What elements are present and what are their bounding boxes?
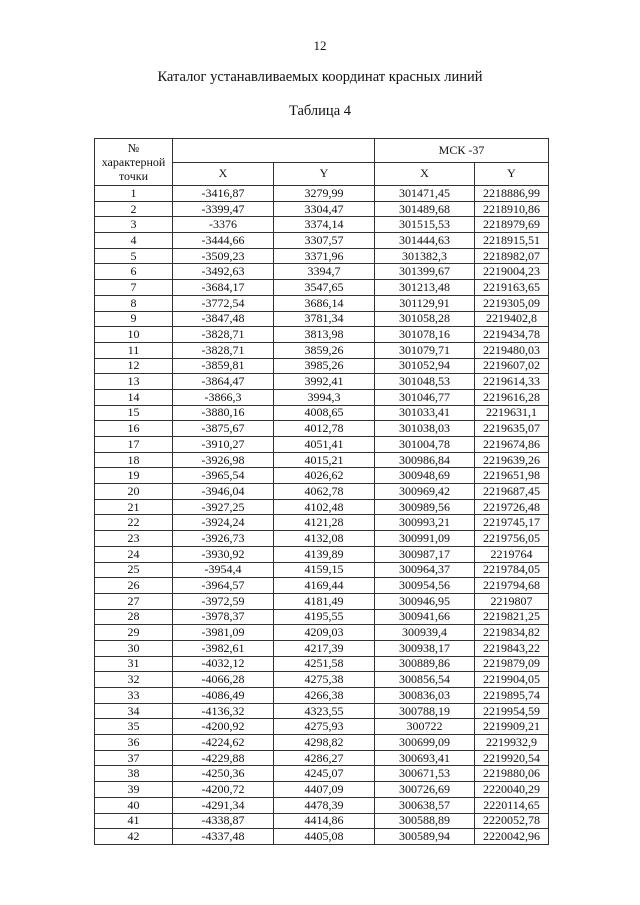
- point-number-cell: 25: [95, 562, 173, 578]
- local-x-cell: -3376: [173, 217, 274, 233]
- local-y-cell: 3304,47: [274, 201, 375, 217]
- table-row: [95, 609, 549, 625]
- msk-y-cell: 2219163,65: [475, 280, 549, 296]
- point-number-cell: 14: [95, 389, 173, 405]
- point-number-cell: 4: [95, 233, 173, 249]
- local-x-cell: -3927,25: [173, 499, 274, 515]
- local-x-cell: -3772,54: [173, 295, 274, 311]
- msk-y-cell: 2218979,69: [475, 217, 549, 233]
- local-x-cell: -4250,36: [173, 766, 274, 782]
- local-x-cell: -3684,17: [173, 280, 274, 296]
- table-row: [95, 233, 549, 249]
- msk-x-cell: 300954,56: [375, 578, 475, 594]
- msk-x-cell: 300836,03: [375, 688, 475, 704]
- table-row: [95, 358, 549, 374]
- msk-x-cell: 300941,66: [375, 609, 475, 625]
- local-x-cell: -3880,16: [173, 405, 274, 421]
- msk-x-cell: 300788,19: [375, 703, 475, 719]
- msk-y-cell: 2219920,54: [475, 750, 549, 766]
- local-y-cell: 4062,78: [274, 484, 375, 500]
- msk-y-cell: 2219726,48: [475, 499, 549, 515]
- msk-x-cell: 300946,95: [375, 593, 475, 609]
- local-y-cell: 4323,55: [274, 703, 375, 719]
- local-x-cell: -3982,61: [173, 640, 274, 656]
- msk-y-cell: 2218915,51: [475, 233, 549, 249]
- msk-x-cell: 301038,03: [375, 421, 475, 437]
- msk-y-cell: 2219631,1: [475, 405, 549, 421]
- msk-x-cell: 300726,69: [375, 782, 475, 798]
- msk-x-cell: 300589,94: [375, 829, 475, 845]
- msk-y-cell: 2218982,07: [475, 248, 549, 264]
- msk-y-cell: 2219879,09: [475, 656, 549, 672]
- msk-y-cell: 2219834,82: [475, 625, 549, 641]
- local-y-cell: 4407,09: [274, 782, 375, 798]
- table-row: [95, 656, 549, 672]
- local-x-cell: -3847,48: [173, 311, 274, 327]
- table-row: [95, 782, 549, 798]
- msk-y-cell: 2219904,05: [475, 672, 549, 688]
- msk-x-cell: 301004,78: [375, 437, 475, 453]
- local-x-cell: -3828,71: [173, 342, 274, 358]
- local-x-cell: -4338,87: [173, 813, 274, 829]
- msk-x-cell: 301129,91: [375, 295, 475, 311]
- local-y-cell: 3547,65: [274, 280, 375, 296]
- local-y-cell: 4132,08: [274, 531, 375, 547]
- table-row: [95, 515, 549, 531]
- point-number-cell: 41: [95, 813, 173, 829]
- local-x-cell: -3954,4: [173, 562, 274, 578]
- point-number-cell: 42: [95, 829, 173, 845]
- local-x-cell: -4224,62: [173, 735, 274, 751]
- point-number-cell: 6: [95, 264, 173, 280]
- table-row: [95, 327, 549, 343]
- msk-x-header: X: [375, 162, 475, 186]
- local-y-cell: 4298,82: [274, 735, 375, 751]
- table-caption: Таблица 4: [288, 103, 351, 119]
- msk-y-cell: 2219614,33: [475, 374, 549, 390]
- msk-x-cell: 301382,3: [375, 248, 475, 264]
- msk-y-cell: 2219821,25: [475, 609, 549, 625]
- table-row: [95, 829, 549, 845]
- msk-y-cell: 2219402,8: [475, 311, 549, 327]
- local-x-cell: -4032,12: [173, 656, 274, 672]
- table-row: [95, 531, 549, 547]
- local-y-cell: 4012,78: [274, 421, 375, 437]
- point-number-cell: 28: [95, 609, 173, 625]
- point-number-cell: 34: [95, 703, 173, 719]
- table-row: [95, 437, 549, 453]
- msk-x-cell: 301399,67: [375, 264, 475, 280]
- point-number-cell: 24: [95, 546, 173, 562]
- local-x-cell: -3926,73: [173, 531, 274, 547]
- table-row: [95, 311, 549, 327]
- local-x-cell: -3416,87: [173, 186, 274, 202]
- table-row: [95, 248, 549, 264]
- local-y-cell: 4275,38: [274, 672, 375, 688]
- table-row: [95, 405, 549, 421]
- local-x-cell: -4200,72: [173, 782, 274, 798]
- local-y-cell: 4414,86: [274, 813, 375, 829]
- msk-x-cell: 300938,17: [375, 640, 475, 656]
- msk-y-cell: 2219807: [475, 593, 549, 609]
- local-x-cell: -3924,24: [173, 515, 274, 531]
- local-y-header: Y: [274, 162, 375, 186]
- local-x-cell: -3828,71: [173, 327, 274, 343]
- msk-x-cell: 300699,09: [375, 735, 475, 751]
- point-number-cell: 13: [95, 374, 173, 390]
- msk-x-cell: 301489,68: [375, 201, 475, 217]
- table-row: [95, 264, 549, 280]
- msk-x-cell: 300638,57: [375, 797, 475, 813]
- local-y-cell: 3279,99: [274, 186, 375, 202]
- point-number-cell: 27: [95, 593, 173, 609]
- local-x-cell: -4337,48: [173, 829, 274, 845]
- msk-y-cell: 2219756,05: [475, 531, 549, 547]
- local-y-cell: 3813,98: [274, 327, 375, 343]
- msk-y-cell: 2218910,86: [475, 201, 549, 217]
- msk-y-cell: 2219635,07: [475, 421, 549, 437]
- point-number-cell: 15: [95, 405, 173, 421]
- local-y-cell: 4478,39: [274, 797, 375, 813]
- local-x-cell: -4066,28: [173, 672, 274, 688]
- msk-x-cell: 300693,41: [375, 750, 475, 766]
- msk-y-cell: 2218886,99: [475, 186, 549, 202]
- local-y-cell: 3985,26: [274, 358, 375, 374]
- local-x-cell: -3509,23: [173, 248, 274, 264]
- msk-y-cell: 2219843,22: [475, 640, 549, 656]
- local-x-cell: -3981,09: [173, 625, 274, 641]
- table-row: [95, 468, 549, 484]
- point-number-cell: 21: [95, 499, 173, 515]
- local-x-cell: -3859,81: [173, 358, 274, 374]
- table-row: [95, 452, 549, 468]
- msk-y-cell: 2219434,78: [475, 327, 549, 343]
- msk-x-cell: 301079,71: [375, 342, 475, 358]
- point-number-cell: 9: [95, 311, 173, 327]
- table-row: [95, 342, 549, 358]
- msk-y-cell: 2219480,03: [475, 342, 549, 358]
- document-title: Каталог устанавливаемых координат красных линий: [157, 69, 483, 85]
- local-y-cell: 4181,49: [274, 593, 375, 609]
- msk-x-cell: 300993,21: [375, 515, 475, 531]
- local-x-cell: -4291,34: [173, 797, 274, 813]
- point-number-cell: 18: [95, 452, 173, 468]
- msk-y-cell: 2219932,9: [475, 735, 549, 751]
- point-number-cell: 2: [95, 201, 173, 217]
- local-y-cell: 4169,44: [274, 578, 375, 594]
- table-row: [95, 719, 549, 735]
- msk-y-cell: 2220040,29: [475, 782, 549, 798]
- table-row: [95, 562, 549, 578]
- table-row: [95, 797, 549, 813]
- point-number-cell: 33: [95, 688, 173, 704]
- local-y-cell: 3374,14: [274, 217, 375, 233]
- local-x-header: X: [173, 162, 274, 186]
- local-y-cell: 3394,7: [274, 264, 375, 280]
- local-y-cell: 3371,96: [274, 248, 375, 264]
- table-row: [95, 703, 549, 719]
- point-number-cell: 3: [95, 217, 173, 233]
- local-y-cell: 4251,58: [274, 656, 375, 672]
- msk-x-cell: 301046,77: [375, 389, 475, 405]
- msk-y-cell: 2219745,17: [475, 515, 549, 531]
- msk-y-cell: 2219954,59: [475, 703, 549, 719]
- point-number-cell: 22: [95, 515, 173, 531]
- msk-y-cell: 2219674,86: [475, 437, 549, 453]
- table-row: [95, 186, 549, 202]
- msk-x-cell: 300989,56: [375, 499, 475, 515]
- table-row: [95, 295, 549, 311]
- local-y-cell: 4051,41: [274, 437, 375, 453]
- msk-y-cell: 2220114,65: [475, 797, 549, 813]
- local-x-cell: -3875,67: [173, 421, 274, 437]
- table-row: [95, 546, 549, 562]
- msk-y-cell: 2219909,21: [475, 719, 549, 735]
- table-row: [95, 280, 549, 296]
- local-x-cell: -3910,27: [173, 437, 274, 453]
- table-row: [95, 735, 549, 751]
- local-y-cell: 3859,26: [274, 342, 375, 358]
- local-x-cell: -3964,57: [173, 578, 274, 594]
- local-y-cell: 3686,14: [274, 295, 375, 311]
- point-number-cell: 38: [95, 766, 173, 782]
- table-row: [95, 499, 549, 515]
- point-number-cell: 16: [95, 421, 173, 437]
- table-row: [95, 389, 549, 405]
- local-y-cell: 4139,89: [274, 546, 375, 562]
- local-y-cell: 4008,65: [274, 405, 375, 421]
- table-row: [95, 217, 549, 233]
- point-number-cell: 32: [95, 672, 173, 688]
- msk-x-cell: 300986,84: [375, 452, 475, 468]
- local-x-cell: -3866,3: [173, 389, 274, 405]
- local-x-cell: -3946,04: [173, 484, 274, 500]
- point-number-cell: 37: [95, 750, 173, 766]
- page-number: 12: [313, 38, 327, 53]
- point-number-header: № характерной точки: [95, 139, 173, 186]
- local-x-cell: -4136,32: [173, 703, 274, 719]
- point-number-cell: 31: [95, 656, 173, 672]
- msk-y-cell: 2220052,78: [475, 813, 549, 829]
- local-y-cell: 4195,55: [274, 609, 375, 625]
- local-y-cell: 3994,3: [274, 389, 375, 405]
- point-number-cell: 8: [95, 295, 173, 311]
- msk-x-cell: 300987,17: [375, 546, 475, 562]
- msk-y-cell: 2219794,68: [475, 578, 549, 594]
- local-x-cell: -3864,47: [173, 374, 274, 390]
- table-row: [95, 766, 549, 782]
- msk-y-cell: 2219764: [475, 546, 549, 562]
- msk-x-cell: 301444,63: [375, 233, 475, 249]
- table-row: [95, 593, 549, 609]
- local-system-header: [173, 139, 375, 163]
- local-x-cell: -3965,54: [173, 468, 274, 484]
- local-y-cell: 4405,08: [274, 829, 375, 845]
- table-row: [95, 750, 549, 766]
- point-number-cell: 23: [95, 531, 173, 547]
- local-x-cell: -4200,92: [173, 719, 274, 735]
- local-x-cell: -3930,92: [173, 546, 274, 562]
- table-row: [95, 201, 549, 217]
- msk-y-cell: 2219607,02: [475, 358, 549, 374]
- point-number-cell: 11: [95, 342, 173, 358]
- local-x-cell: -4086,49: [173, 688, 274, 704]
- local-y-cell: 4275,93: [274, 719, 375, 735]
- table-row: [95, 578, 549, 594]
- msk-37-system-header: МСК -37: [375, 139, 549, 163]
- msk-x-cell: 301033,41: [375, 405, 475, 421]
- local-y-cell: 4102,48: [274, 499, 375, 515]
- table-row: [95, 688, 549, 704]
- local-y-cell: 4209,03: [274, 625, 375, 641]
- point-number-cell: 7: [95, 280, 173, 296]
- local-y-cell: 4286,27: [274, 750, 375, 766]
- point-number-cell: 12: [95, 358, 173, 374]
- msk-x-cell: 300964,37: [375, 562, 475, 578]
- local-x-cell: -3972,59: [173, 593, 274, 609]
- msk-y-cell: 2219895,74: [475, 688, 549, 704]
- local-y-cell: 4015,21: [274, 452, 375, 468]
- point-number-cell: 5: [95, 248, 173, 264]
- point-number-cell: 26: [95, 578, 173, 594]
- msk-y-cell: 2219687,45: [475, 484, 549, 500]
- msk-y-cell: 2219004,23: [475, 264, 549, 280]
- msk-x-cell: 301052,94: [375, 358, 475, 374]
- msk-x-cell: 300969,42: [375, 484, 475, 500]
- local-y-cell: 4159,15: [274, 562, 375, 578]
- msk-x-cell: 300948,69: [375, 468, 475, 484]
- msk-x-cell: 300671,53: [375, 766, 475, 782]
- point-number-cell: 30: [95, 640, 173, 656]
- local-y-cell: 3781,34: [274, 311, 375, 327]
- table-row: [95, 640, 549, 656]
- point-number-cell: 36: [95, 735, 173, 751]
- msk-y-cell: 2220042,96: [475, 829, 549, 845]
- msk-y-header: Y: [475, 162, 549, 186]
- msk-x-cell: 301058,28: [375, 311, 475, 327]
- msk-x-cell: 300889,86: [375, 656, 475, 672]
- msk-x-cell: 300939,4: [375, 625, 475, 641]
- msk-x-cell: 301078,16: [375, 327, 475, 343]
- local-y-cell: 4217,39: [274, 640, 375, 656]
- table-row: [95, 421, 549, 437]
- table-row: [95, 672, 549, 688]
- local-x-cell: -3926,98: [173, 452, 274, 468]
- msk-x-cell: 301048,53: [375, 374, 475, 390]
- local-x-cell: -3492,63: [173, 264, 274, 280]
- coordinates-table-body: [95, 186, 549, 845]
- local-x-cell: -3444,66: [173, 233, 274, 249]
- local-y-cell: 4266,38: [274, 688, 375, 704]
- msk-y-cell: 2219784,05: [475, 562, 549, 578]
- msk-x-cell: 300588,89: [375, 813, 475, 829]
- msk-x-cell: 300722: [375, 719, 475, 735]
- msk-x-cell: 300991,09: [375, 531, 475, 547]
- table-row: [95, 625, 549, 641]
- msk-x-cell: 301471,45: [375, 186, 475, 202]
- msk-x-cell: 301213,48: [375, 280, 475, 296]
- point-number-cell: 10: [95, 327, 173, 343]
- msk-y-cell: 2219639,26: [475, 452, 549, 468]
- msk-y-cell: 2219651,98: [475, 468, 549, 484]
- point-number-cell: 40: [95, 797, 173, 813]
- point-number-cell: 20: [95, 484, 173, 500]
- local-y-cell: 3307,57: [274, 233, 375, 249]
- point-number-cell: 35: [95, 719, 173, 735]
- table-row: [95, 374, 549, 390]
- local-y-cell: 4026,62: [274, 468, 375, 484]
- point-number-cell: 29: [95, 625, 173, 641]
- point-number-cell: 19: [95, 468, 173, 484]
- local-x-cell: -4229,88: [173, 750, 274, 766]
- local-y-cell: 4121,28: [274, 515, 375, 531]
- msk-y-cell: 2219880,06: [475, 766, 549, 782]
- msk-x-cell: 300856,54: [375, 672, 475, 688]
- point-number-cell: 1: [95, 186, 173, 202]
- local-y-cell: 4245,07: [274, 766, 375, 782]
- coordinates-table: [94, 138, 549, 845]
- local-x-cell: -3978,37: [173, 609, 274, 625]
- local-y-cell: 3992,41: [274, 374, 375, 390]
- table-row: [95, 813, 549, 829]
- msk-x-cell: 301515,53: [375, 217, 475, 233]
- msk-y-cell: 2219616,28: [475, 389, 549, 405]
- table-row: [95, 484, 549, 500]
- msk-y-cell: 2219305,09: [475, 295, 549, 311]
- local-x-cell: -3399,47: [173, 201, 274, 217]
- point-number-cell: 17: [95, 437, 173, 453]
- point-number-cell: 39: [95, 782, 173, 798]
